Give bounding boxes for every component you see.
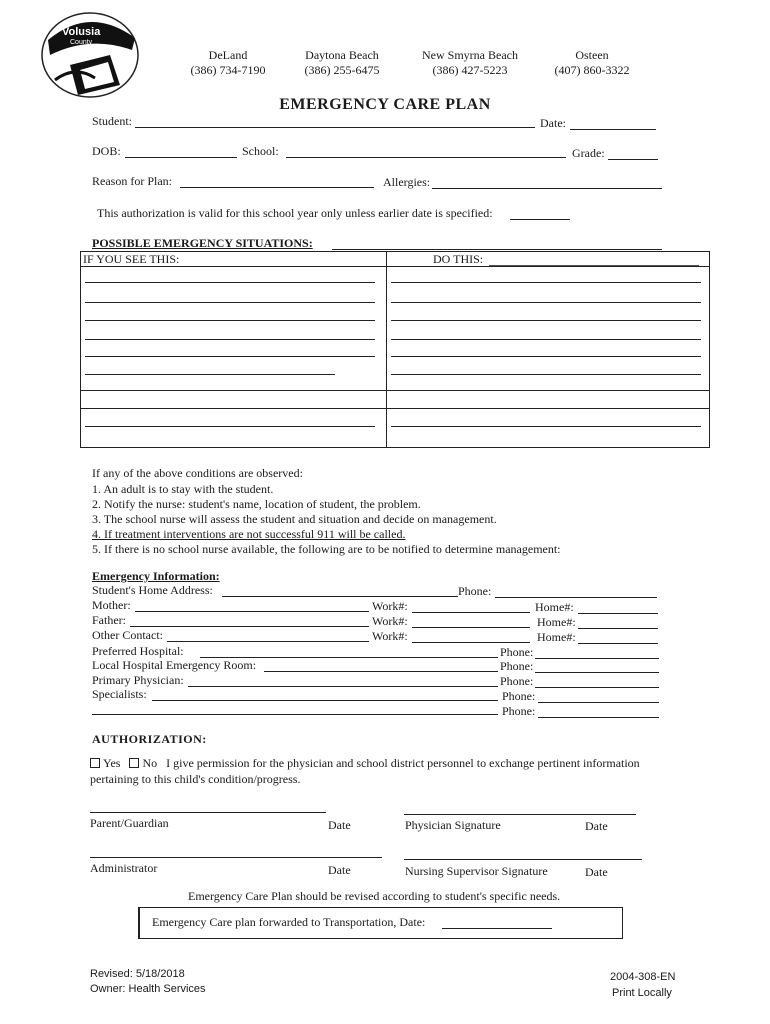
father-work-field[interactable] — [412, 627, 530, 628]
other-work-field[interactable] — [412, 642, 530, 643]
administrator-date-label: Date — [328, 863, 351, 877]
parent-label: Parent/Guardian — [90, 816, 169, 830]
specialist2-phone-field[interactable] — [538, 717, 659, 718]
see-line-7[interactable] — [85, 426, 375, 427]
home-phone-label: Phone: — [458, 584, 492, 598]
local-er-phone-field[interactable] — [535, 672, 659, 673]
see-line-5[interactable] — [85, 356, 375, 357]
do-line-6[interactable] — [391, 374, 701, 375]
specialist1-phone-field[interactable] — [538, 702, 659, 703]
home-address-field[interactable] — [222, 596, 458, 597]
school-field[interactable] — [286, 157, 566, 158]
specialist1-phone-label: Phone: — [502, 689, 536, 703]
col-do-this: DO THIS: — [433, 252, 484, 266]
footer-code: 2004-308-EN — [610, 971, 676, 983]
dob-field[interactable] — [125, 157, 237, 158]
mother-label: Mother: — [92, 598, 131, 612]
do-line-1[interactable] — [391, 282, 701, 283]
see-line-1[interactable] — [85, 282, 375, 283]
mother-work-field[interactable] — [412, 612, 530, 613]
primary-physician-label: Primary Physician: — [92, 673, 184, 687]
location-osteen: Osteen (407) 860-3322 — [554, 48, 630, 77]
see-line-2[interactable] — [85, 302, 375, 303]
dob-label: DOB: — [92, 144, 121, 158]
specialists-field-1[interactable] — [152, 700, 498, 701]
administrator-label: Administrator — [90, 861, 158, 875]
father-label: Father: — [92, 613, 126, 627]
primary-physician-field[interactable] — [188, 686, 498, 687]
revise-note: Emergency Care Plan should be revised according to student's specific needs. — [188, 889, 561, 903]
district-logo — [40, 10, 140, 100]
other-contact-label: Other Contact: — [92, 628, 163, 642]
location-new-smyrna: New Smyrna Beach (386) 427-5223 — [422, 48, 518, 77]
home-phone-field[interactable] — [495, 597, 657, 598]
transportation-box — [138, 907, 623, 939]
do-line-5[interactable] — [391, 356, 701, 357]
conditions-intro: If any of the above conditions are observed: — [92, 466, 303, 480]
table-divider-1 — [81, 390, 709, 391]
do-this-header-field[interactable] — [489, 265, 699, 266]
reason-field[interactable] — [180, 187, 374, 188]
condition-item-3: 3. The school nurse will assess the student and situation and decide on management. — [92, 512, 497, 526]
do-line-3[interactable] — [391, 320, 701, 321]
specialists-label: Specialists: — [92, 687, 147, 701]
physician-signature-field[interactable] — [404, 814, 636, 815]
primary-phone-label: Phone: — [500, 674, 534, 688]
nursing-signature-field[interactable] — [404, 859, 642, 860]
specialists-field-2[interactable] — [92, 714, 498, 715]
authorization-line-2: pertaining to this child's condition/progress. — [90, 772, 301, 786]
mother-work-label: Work#: — [372, 599, 408, 613]
grade-label: Grade: — [572, 146, 605, 160]
parent-date-label: Date — [328, 818, 351, 832]
situations-table — [80, 251, 710, 448]
student-label: Student: — [92, 114, 133, 128]
other-work-label: Work#: — [372, 629, 408, 643]
do-line-2[interactable] — [391, 302, 701, 303]
logo-text-2: County — [70, 39, 93, 46]
transportation-date-field[interactable] — [442, 928, 552, 929]
footer-print: Print Locally — [612, 987, 672, 999]
local-er-field[interactable] — [264, 671, 498, 672]
col-if-you-see: IF YOU SEE THIS: — [83, 252, 180, 266]
condition-item-2: 2. Notify the nurse: student's name, location of student, the problem. — [92, 497, 421, 511]
date-label: Date: — [540, 116, 566, 130]
see-line-3[interactable] — [85, 320, 375, 321]
hospital-phone-field[interactable] — [535, 658, 659, 659]
student-field[interactable] — [135, 127, 535, 128]
do-line-4[interactable] — [391, 339, 701, 340]
see-line-4[interactable] — [85, 339, 375, 340]
mother-home-field[interactable] — [578, 613, 658, 614]
see-line-6[interactable] — [85, 374, 335, 375]
local-er-phone-label: Phone: — [500, 659, 534, 673]
father-home-field[interactable] — [578, 628, 658, 629]
logo-text-3: Schools — [75, 47, 100, 54]
father-work-label: Work#: — [372, 614, 408, 628]
parent-signature-field[interactable] — [90, 812, 326, 813]
emergency-heading: Emergency Information: — [92, 569, 220, 583]
no-checkbox[interactable] — [129, 758, 139, 768]
hospital-label: Preferred Hospital: — [92, 644, 184, 658]
transportation-label: Emergency Care plan forwarded to Transportation, Date: — [152, 915, 426, 929]
other-contact-field[interactable] — [167, 641, 369, 642]
father-field[interactable] — [130, 626, 369, 627]
condition-item-4: 4. If treatment interventions are not successful 911 will be called. — [92, 527, 406, 541]
situations-field[interactable] — [332, 249, 662, 250]
father-home-label: Home#: — [537, 615, 576, 629]
condition-item-1: 1. An adult is to stay with the student. — [92, 482, 274, 496]
other-home-field[interactable] — [578, 643, 658, 644]
administrator-signature-field[interactable] — [90, 857, 382, 858]
hospital-phone-label: Phone: — [500, 645, 534, 659]
no-label: No — [142, 756, 158, 770]
yes-label: Yes — [103, 756, 121, 770]
physician-date-label: Date — [585, 819, 608, 833]
authorization-statement — [90, 756, 640, 770]
primary-phone-field[interactable] — [535, 687, 659, 688]
home-address-label: Student's Home Address: — [92, 583, 213, 597]
local-er-label: Local Hospital Emergency Room: — [92, 658, 257, 672]
reason-label: Reason for Plan: — [92, 174, 172, 188]
authorization-note: This authorization is valid for this school year only unless earlier date is specified: — [97, 206, 493, 220]
yes-checkbox[interactable] — [90, 758, 100, 768]
page-title: EMERGENCY CARE PLAN — [279, 96, 491, 113]
mother-field[interactable] — [135, 611, 369, 612]
specialist2-phone-label: Phone: — [502, 704, 536, 718]
mother-home-label: Home#: — [535, 600, 574, 614]
allergies-label: Allergies: — [383, 175, 431, 189]
footer-owner: Owner: Health Services — [90, 983, 206, 995]
do-line-7[interactable] — [391, 426, 701, 427]
location-deland: DeLand (386) 734-7190 — [190, 48, 266, 77]
footer-revised: Revised: 5/18/2018 — [90, 968, 185, 980]
school-label: School: — [242, 144, 279, 158]
nursing-label: Nursing Supervisor Signature — [405, 864, 548, 878]
grade-field[interactable] — [608, 159, 658, 160]
physician-label: Physician Signature — [405, 818, 501, 832]
allergies-field[interactable] — [432, 188, 662, 189]
authorization-heading: AUTHORIZATION: — [92, 732, 207, 746]
logo-text-1: Volusia — [62, 26, 101, 38]
condition-item-5: 5. If there is no school nurse available, the following are to be notified to determine management: — [92, 542, 561, 556]
situations-heading: POSSIBLE EMERGENCY SITUATIONS: — [92, 236, 313, 250]
table-divider-2 — [81, 408, 709, 409]
location-daytona: Daytona Beach (386) 255-6475 — [304, 48, 380, 77]
other-home-label: Home#: — [537, 630, 576, 644]
valid-date-field[interactable] — [510, 219, 570, 220]
authorization-line-1: I give permission for the physician and school district personnel to exchange pertinent information — [166, 756, 640, 770]
date-field[interactable] — [570, 129, 656, 130]
nursing-date-label: Date — [585, 865, 608, 879]
